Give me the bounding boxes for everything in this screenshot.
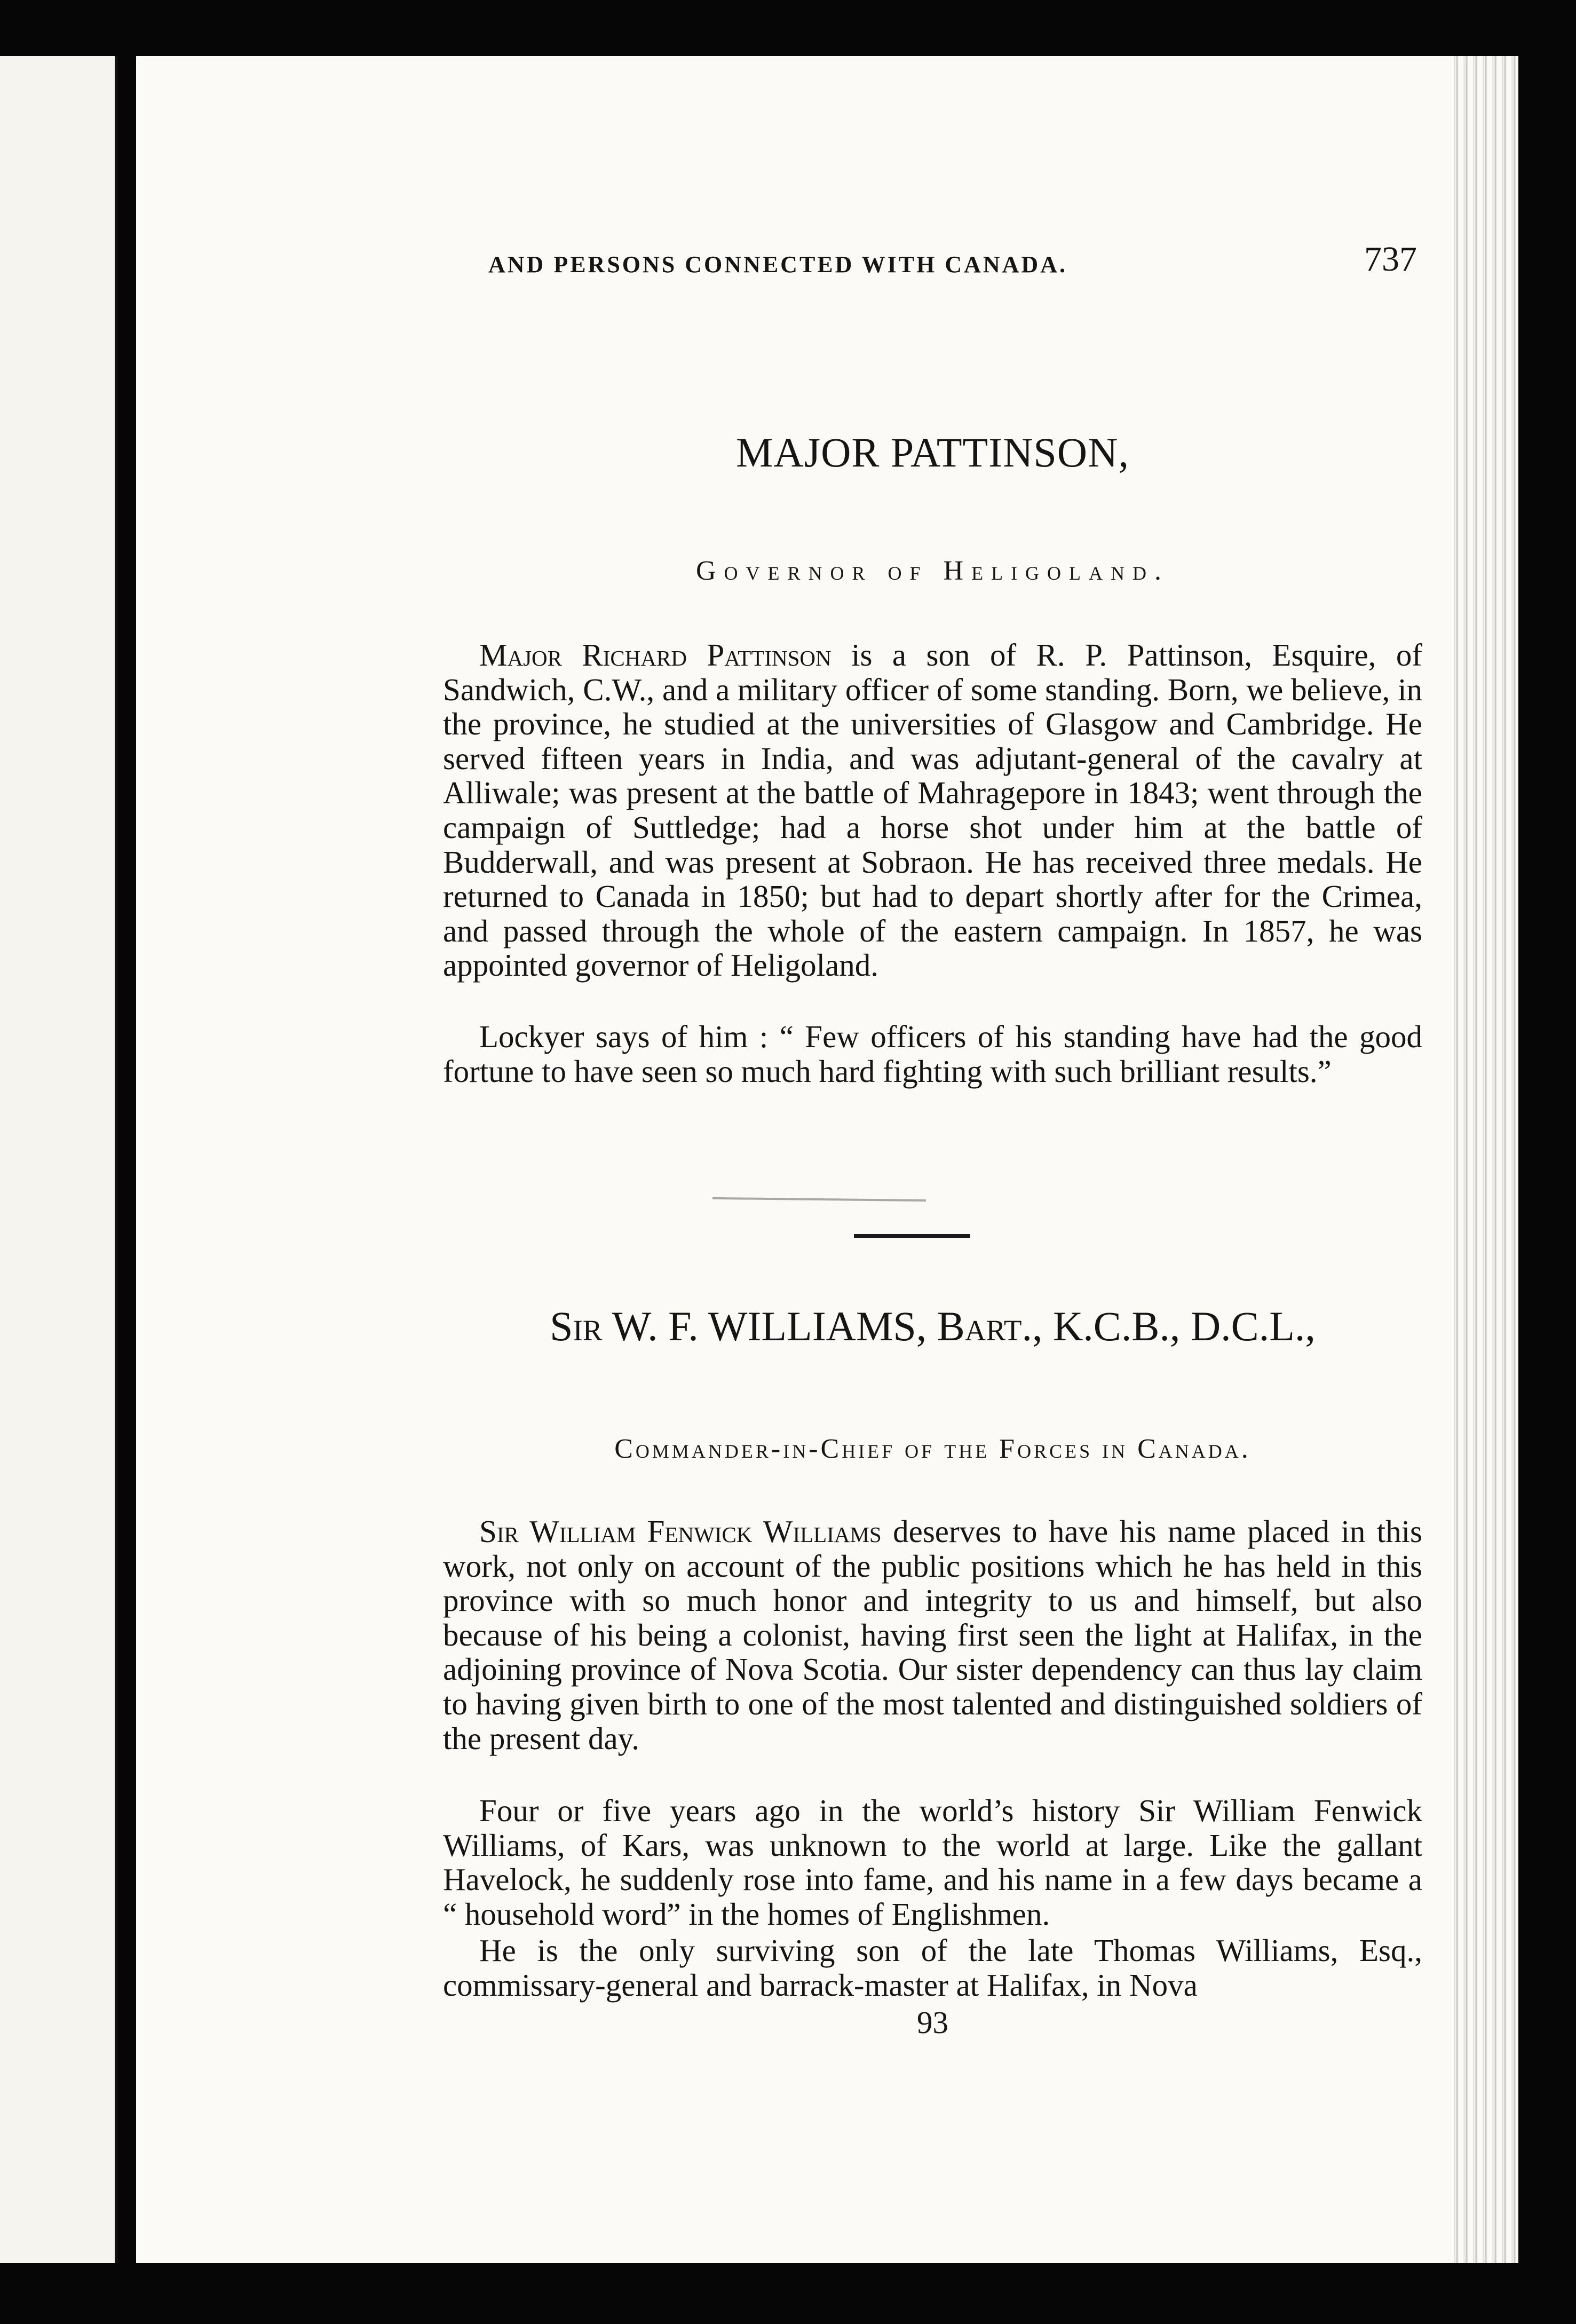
page-edge <box>1449 56 1518 2263</box>
title-post: , K.C.B., D.C.L., <box>1032 1303 1316 1349</box>
paragraph-lead-name: Major Richard Pattinson <box>479 637 831 673</box>
paragraph-williams-3: He is the only surviving son of the late Thomas Williams, Esq., commissary-general and barrack-master at Halifax, in Nova <box>443 1933 1422 2003</box>
section-subtitle-williams: Commander-in-Chief of the Forces in Canada. <box>614 1434 1251 1464</box>
facing-page-strip <box>0 56 118 2263</box>
paragraph-lead-name: Sir William Fenwick Williams <box>479 1514 882 1549</box>
paragraph-body: deserves to have his name placed in this work, not only on account of the public positions which he has held in this province with so much honor and integrity to us and himself, but also because of his being a colonist, having first seen the light at Halifax, in the adjoining province of Nova Scotia. Our sister dependency can thus lay claim to having given birth to one of the most talented and distinguished soldiers of the present day. <box>443 1514 1422 1756</box>
title-bart: Bart. <box>937 1303 1032 1349</box>
signature-mark: 93 <box>917 2005 948 2040</box>
paragraph-williams-1 <box>443 1514 1422 1756</box>
title-prefix: Sir <box>550 1303 603 1349</box>
running-head <box>443 239 1422 287</box>
section-title-williams <box>443 1302 1422 1350</box>
paragraph-pattinson-2: Lockyer says of him : “ Few officers of his standing have had the good fortune to have seen so much hard fighting with such brilliant results.” <box>443 1019 1422 1089</box>
section-divider <box>854 1234 970 1238</box>
book-page <box>136 56 1518 2263</box>
paragraph-body: is a son of R. P. Pattinson, Esquire, of Sandwich, C.W., and a military officer of some standing. Born, we believe, in the province, he studied at the universities of Glasgow and Cambridge. He served fifteen years in India, and was adjutant-general of the cavalry at Alliwale; was present at the battle of Mahragepore in 1843; went through the campaign of Suttledge; had a horse shot under him at the battle of Budderwall, and was present at Sobraon. He has received three medals. He returned to Canada in 1850; but had to depart shortly after for the Crimea, and passed through the whole of the eastern campaign. In 1857, he was appointed governor of Heligoland. <box>443 637 1422 983</box>
section-subtitle-pattinson: Governor of Heligoland. <box>695 556 1170 586</box>
paragraph-williams-2: Four or five years ago in the world’s history Sir William Fenwick Williams, of Kars, was unknown to the world at large. Like the gallant Havelock, he suddenly rose into fame, and his name in a few days became a “ household word” in the homes of Englishmen. <box>443 1793 1422 1932</box>
running-head-title: AND PERSONS CONNECTED WITH CANADA. <box>488 251 1067 278</box>
paragraph-pattinson-1 <box>443 638 1422 983</box>
section-title-pattinson: MAJOR PATTINSON, <box>736 429 1129 476</box>
page-number: 737 <box>1364 240 1417 279</box>
title-main: W. F. WILLIAMS, <box>602 1303 937 1349</box>
stray-mark <box>712 1197 926 1201</box>
